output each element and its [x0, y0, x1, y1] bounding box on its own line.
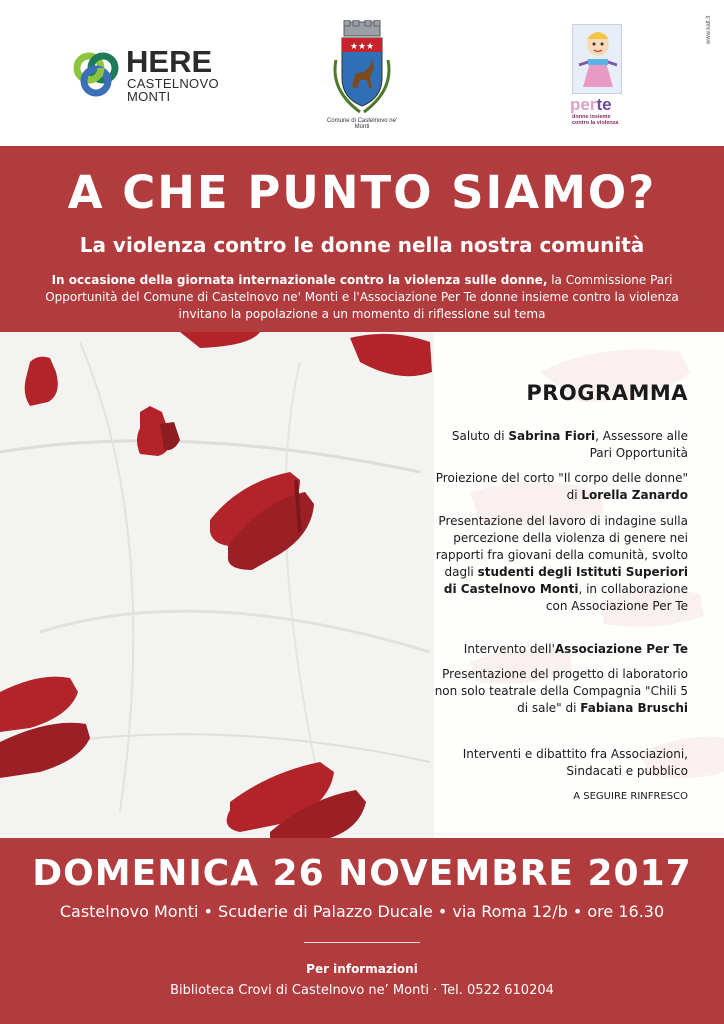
per-te-tagline: donne insieme contro la violenza: [572, 114, 619, 126]
item-4-bold: Associazione Per Te: [554, 642, 688, 656]
crest-caption: Comune di Castelnovo ne' Monti: [326, 118, 398, 130]
title-band: [0, 146, 724, 332]
poster-header: [0, 0, 724, 146]
svg-text:★: ★: [350, 42, 359, 52]
item-1-text: Saluto di: [451, 429, 509, 443]
per-te-wordmark: [570, 96, 612, 114]
item-3-tail: , in collaborazione con Associazione Per Te: [545, 582, 688, 613]
info-contact: Biblioteca Crovi di Castelnovo ne’ Monti · Tel. 0522 610204: [170, 983, 554, 998]
event-details-band: [0, 838, 724, 1024]
here-castelnovo-logo: [70, 46, 230, 106]
intro-paragraph: [30, 272, 694, 323]
here-logo-subtitle: [127, 77, 219, 103]
programme-item-6: [434, 746, 688, 780]
programme-item-2: [434, 470, 688, 504]
here-logo-sub2: MONTI: [127, 89, 171, 104]
here-logo-sub1: CASTELNOVO: [127, 76, 219, 91]
item-3-text: Presentazione del lavoro di indagine sulla percezione della violenza di genere nei rapporti fra giovani della comunità, svolto dagli: [435, 514, 688, 579]
item-1-bold: Sabrina Fiori: [508, 429, 596, 443]
event-date: DOMENICA 26 NOVEMBRE 2017: [32, 853, 692, 894]
interlocking-rings-icon: [70, 48, 124, 102]
main-title: A CHE PUNTO SIAMO?: [67, 166, 657, 219]
here-logo-word: HERE: [126, 44, 213, 79]
item-2-bold: Lorella Zanardo: [581, 488, 688, 502]
per-te-word-te: te: [596, 95, 612, 114]
item-2-text: Proiezione del corto "Il corpo delle donne" di: [435, 471, 688, 502]
child-drawing-image: [572, 24, 622, 94]
divider-line: [304, 942, 420, 943]
programme-item-4: [434, 641, 688, 658]
item-4-text: Intervento dell': [463, 642, 555, 656]
intro-bold: In occasione della giornata internazionale contro la violenza sulle donne,: [51, 273, 548, 287]
programme-title: PROGRAMMA: [526, 381, 688, 405]
designer-website: www.kalt.it: [706, 15, 712, 44]
subtitle: La violenza contro le donne nella nostra comunità: [79, 233, 645, 257]
programme-panel: [434, 332, 724, 838]
svg-text:★: ★: [366, 42, 375, 52]
svg-text:★: ★: [358, 42, 367, 52]
info-title: Per informazioni: [306, 962, 418, 976]
programme-item-5: [434, 666, 688, 717]
child-drawing-icon: [573, 25, 622, 94]
per-te-logo: [566, 24, 628, 128]
item-5-bold: Fabiana Bruschi: [580, 701, 688, 715]
item-5-text: Presentazione del progetto di laboratorio non solo teatrale della Compagnia "Chili 5 di sale" di: [434, 667, 688, 715]
programme-item-1: [434, 428, 688, 462]
item-6-text: Interventi e dibattito fra Associazioni, Sindacati e pubblico: [462, 747, 688, 778]
item-3-bold: studenti degli Istituti Superiori di Castelnovo Monti: [443, 565, 688, 596]
programme-footer: A SEGUIRE RINFRESCO: [573, 791, 688, 802]
programme-item-3: [434, 513, 688, 615]
intro-rest: la Commissione Pari Opportunità del Comune di Castelnovo ne' Monti e l'Associazione Per Te donne insieme contro la violenza invitano la popolazione a un momento di riflessione sul tema: [45, 273, 679, 321]
event-venue: Castelnovo Monti • Scuderie di Palazzo Ducale • via Roma 12/b • ore 16.30: [59, 902, 665, 921]
municipal-crest: [322, 20, 402, 130]
per-te-word-per: per: [570, 95, 597, 114]
item-1-tail: , Assessore alle Pari Opportunità: [589, 429, 688, 460]
municipal-crest-icon: [322, 20, 402, 118]
red-shoes-photo: [0, 332, 724, 838]
